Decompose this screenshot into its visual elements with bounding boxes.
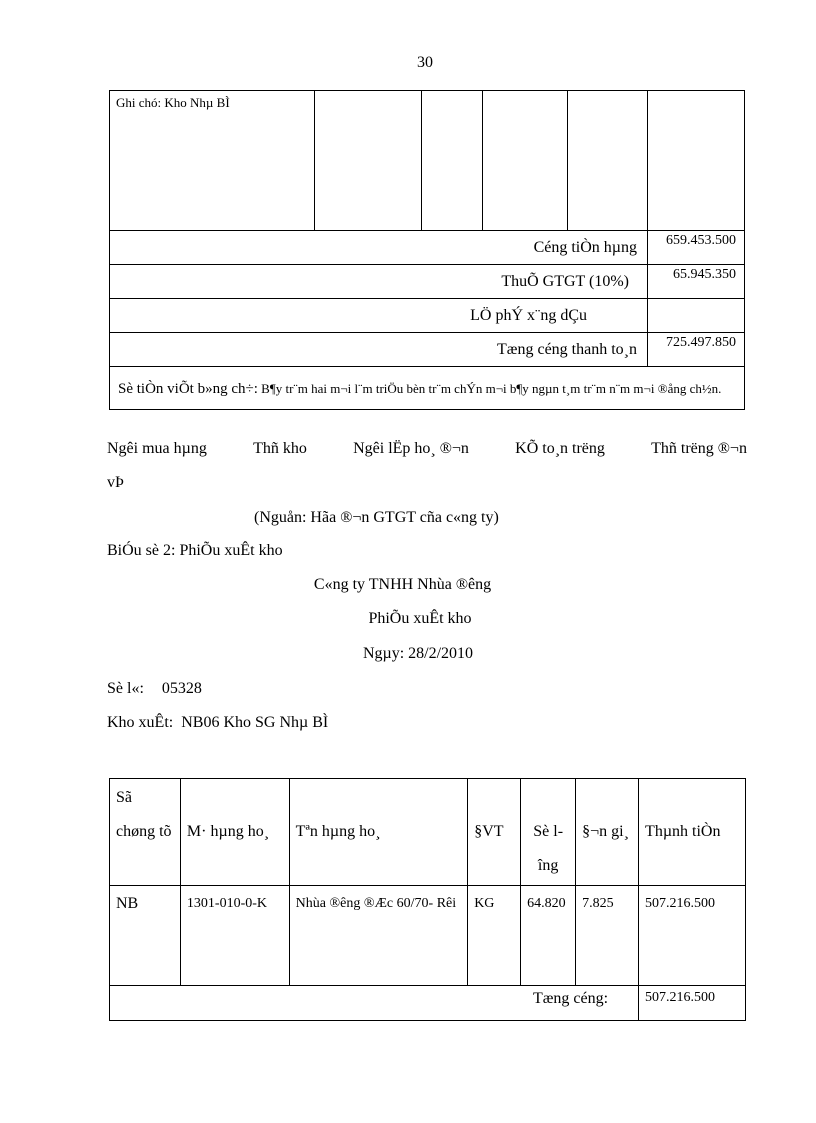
- page-number: 30: [417, 54, 433, 71]
- fuel-fee-value: [648, 299, 745, 333]
- vat-row: [110, 265, 745, 299]
- vat-label: ThuÕ GTGT (10%): [110, 265, 648, 299]
- lot-number: [107, 680, 202, 698]
- amount-in-words-label: Sè tiÒn viÕt b»ng ch÷:: [118, 381, 258, 397]
- row-doc-no: NB: [110, 886, 181, 986]
- fuel-fee-row: [110, 299, 745, 333]
- header-item-name: Tªn hµng ho¸: [289, 779, 468, 886]
- vat-value: 65.945.350: [648, 265, 745, 299]
- amount-in-words: [110, 367, 745, 410]
- grand-total-row: [110, 333, 745, 367]
- signer-head-of-unit: Thñ trëng ®¬n: [651, 440, 747, 457]
- lot-value: 05328: [161, 680, 202, 697]
- subtotal-row: [110, 231, 745, 265]
- signer-buyer: Ngêi mua hµng: [107, 440, 207, 457]
- figure-caption: BiÓu sè 2: PhiÕu xuÊt kho: [107, 542, 283, 559]
- source-note: (Nguån: Hãa ®¬n GTGT cña c«ng ty): [254, 509, 499, 526]
- warehouse-label: Kho xuÊt:: [107, 714, 174, 731]
- subtotal-label: Céng tiÒn hµng: [110, 231, 648, 265]
- warehouse-value: NB06 Kho SG Nhµ BÌ: [181, 714, 329, 731]
- row-amount: 507.216.500: [639, 886, 746, 986]
- grand-total-value: 725.497.850: [648, 333, 745, 367]
- row-unit: KG: [468, 886, 521, 986]
- subtotal-value: 659.453.500: [648, 231, 745, 265]
- invoice-note: Ghi chó: Kho Nhµ BÌ: [110, 91, 315, 231]
- table-header-row: [110, 779, 746, 886]
- header-item-code: M· hµng ho¸: [180, 779, 289, 886]
- fuel-fee-label: LÖ phÝ x¨ng dÇu: [110, 299, 648, 333]
- signer-invoice-maker: Ngêi lËp ho¸ ®¬n: [353, 440, 469, 457]
- header-unit: §VT: [468, 779, 521, 886]
- table-row: [110, 886, 746, 986]
- signer-storekeeper: Thñ kho: [253, 440, 307, 457]
- header-doc-no: Sã chøng tõ: [110, 779, 181, 886]
- total-value: 507.216.500: [639, 986, 746, 1021]
- lot-label: Sè l«:: [107, 680, 144, 697]
- row-unit-price: 7.825: [576, 886, 639, 986]
- document-date: Ngµy: 28/2/2010: [362, 645, 474, 662]
- header-unit-price: §¬n gi¸: [576, 779, 639, 886]
- header-amount: Thµnh tiÒn: [639, 779, 746, 886]
- company-name: C«ng ty TNHH Nhùa ®êng: [313, 576, 492, 593]
- grand-total-label: Tæng céng thanh to¸n: [110, 333, 648, 367]
- invoice-summary-table: [109, 90, 745, 410]
- total-label: Tæng céng:: [110, 986, 639, 1021]
- signer-tail: vÞ: [107, 474, 124, 491]
- signer-chief-accountant: KÕ to¸n trëng: [515, 440, 605, 457]
- stock-issue-table: [109, 778, 746, 1021]
- document-title: PhiÕu xuÊt kho: [368, 610, 472, 627]
- total-row: [110, 986, 746, 1021]
- row-item-name: Nhùa ®êng ®Æc 60/70- Rêi: [289, 886, 468, 986]
- signature-labels: [107, 440, 747, 458]
- row-quantity: 64.820: [521, 886, 576, 986]
- amount-in-words-text: B¶y tr¨m hai m¬i l¨m triÖu bèn tr¨m chÝn m¬i b¶y ngµn t¸m tr¨m n¨m m¬i ®ång ch½n.: [261, 381, 722, 396]
- row-item-code: 1301-010-0-K: [180, 886, 289, 986]
- warehouse-line: [107, 714, 328, 732]
- header-quantity: Sè lîng: [521, 779, 576, 886]
